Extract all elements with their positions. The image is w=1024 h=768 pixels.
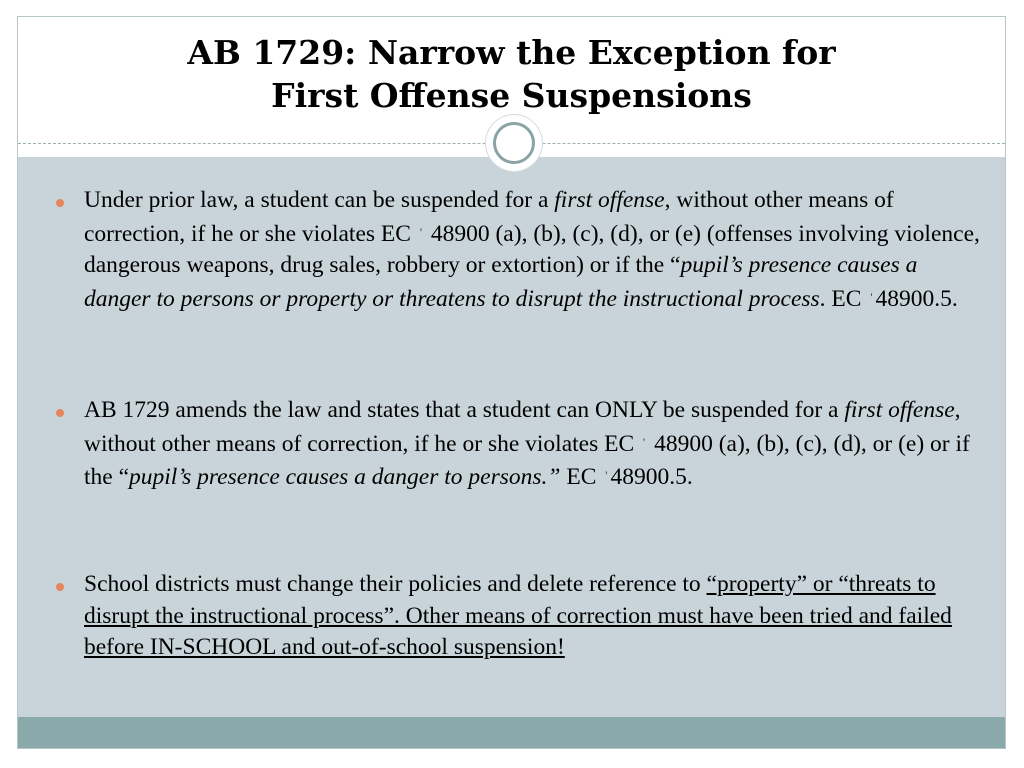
bullet-emphasis: first offense — [554, 187, 665, 213]
bullet-dot-icon — [56, 583, 64, 591]
bullet-dot-icon — [56, 409, 64, 417]
bullet-dot-icon — [56, 199, 64, 207]
circle-ornament-icon — [486, 115, 542, 171]
bullet-text: Under prior law, a student can be suspended for a — [84, 187, 555, 213]
bullet-text: 48900 (a), (b), (c), (d), or (e) or if the “ — [84, 430, 970, 490]
bullet-text: EC — [560, 464, 603, 490]
footer-bar — [18, 717, 1005, 749]
bullet-text: School districts must change their policies and delete reference to — [84, 571, 707, 597]
slide — [17, 16, 1006, 749]
slide-title-line-1: AB 1729: Narrow the Exception for — [187, 33, 836, 72]
bullet-text: . EC — [819, 285, 868, 312]
bullet-item-prior-law — [84, 185, 984, 315]
bullet-text: AB 1729 amends the law and states that a student can ONLY be suspended for a — [84, 397, 845, 423]
section-mark: ' — [870, 289, 873, 304]
slide-title — [18, 31, 1005, 117]
bullet-emphasis: pupil’s presence causes a danger to persons or property or threatens to disrupt the instructional process — [84, 252, 918, 312]
bullet-text: 48900.5. — [875, 285, 958, 312]
bullet-emphasis: first offense — [844, 397, 955, 423]
bullet-emphasis: pupil’s presence causes a danger to persons.” — [129, 464, 561, 490]
section-mark: ' — [419, 224, 422, 239]
bullet-text: , without other means of correction, if he or she violates EC — [84, 397, 961, 457]
bullet-item-ab1729-amends — [84, 395, 984, 494]
bullet-underlined-text: “property” or “threats to disrupt the instructional process”. Other means of correction must have been tried and failed before IN-SCHOOL and out-of-school suspension! — [84, 571, 952, 660]
ornament-ring — [493, 122, 535, 164]
slide-title-line-2: First Offense Suspensions — [271, 76, 752, 115]
bullet-item-school-districts — [84, 569, 984, 664]
section-mark: ' — [643, 434, 646, 449]
bullet-text: 48900 (a), (b), (c), (d), or (e) (offenses involving violence, dangerous weapons, drug sales, robbery or extortion) or if the “ — [84, 220, 980, 278]
section-mark: ' — [605, 468, 608, 482]
bullet-text: , without other means of correction, if he or she violates EC — [84, 187, 894, 247]
bullet-text: 48900.5. — [610, 464, 693, 490]
